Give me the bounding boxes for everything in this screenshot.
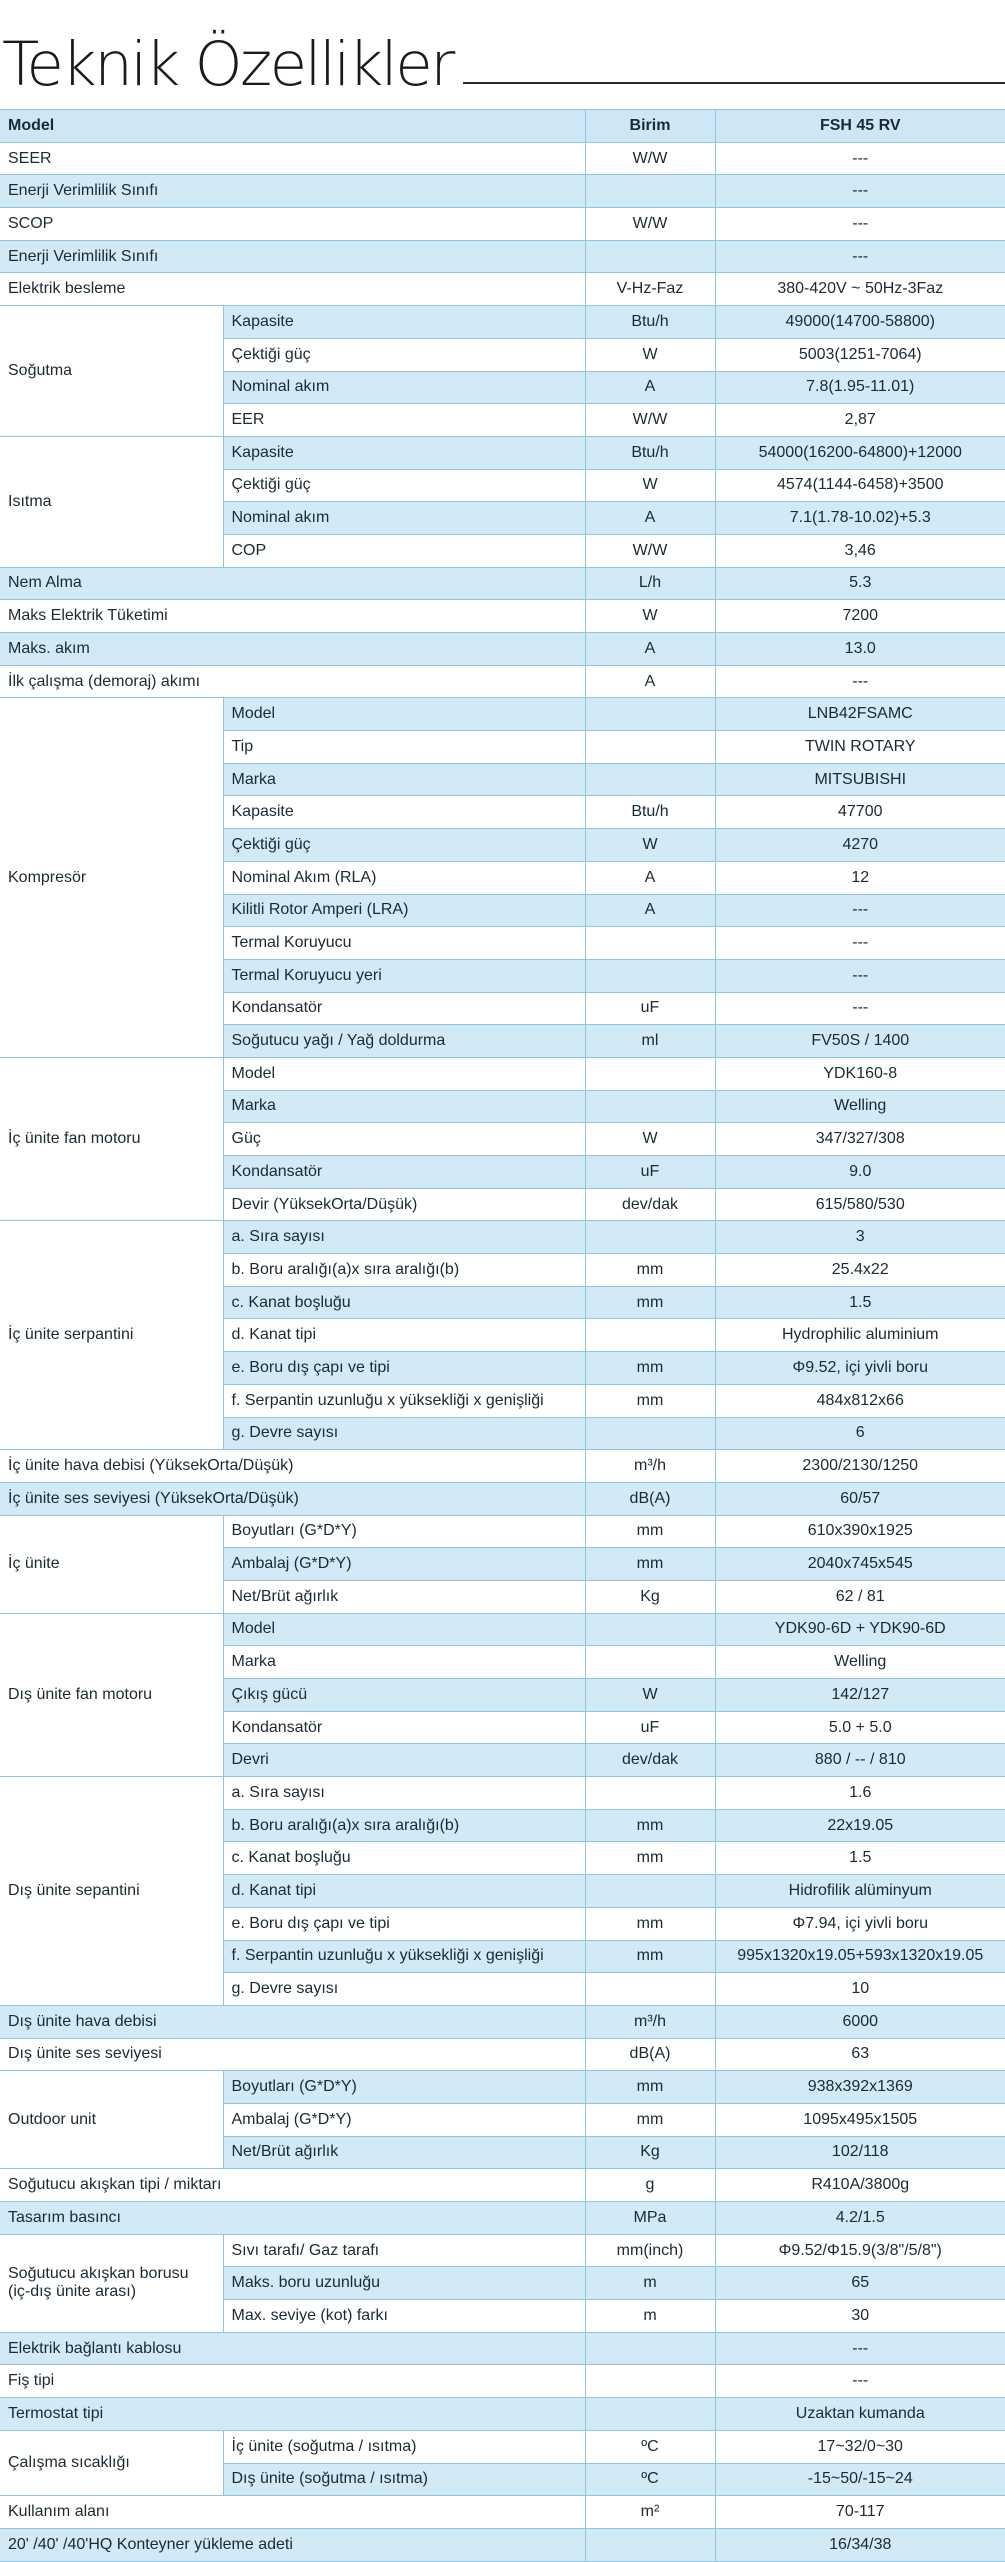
- row-sub-label: Net/Brüt ağırlık: [223, 2136, 585, 2169]
- row-sub-label: Marka: [223, 1646, 585, 1679]
- table-row: [0, 1613, 1005, 1646]
- row-unit: mm: [585, 1907, 715, 1940]
- table-row: [0, 208, 1005, 241]
- row-value: R410A/3800g: [715, 2169, 1005, 2202]
- row-sub-label: Kilitli Rotor Amperi (LRA): [223, 894, 585, 927]
- row-unit: W: [585, 829, 715, 862]
- row-sub-label: a. Sıra sayısı: [223, 1777, 585, 1810]
- row-group-label: Soğutma: [0, 306, 223, 437]
- row-value: Welling: [715, 1090, 1005, 1123]
- row-sub-label: g. Devre sayısı: [223, 1973, 585, 2006]
- row-value: 2300/2130/1250: [715, 1450, 1005, 1483]
- row-value: ---: [715, 894, 1005, 927]
- row-unit: dB(A): [585, 1482, 715, 1515]
- row-sub-label: Marka: [223, 1090, 585, 1123]
- row-unit: [585, 698, 715, 731]
- row-value: ---: [715, 175, 1005, 208]
- row-value: ---: [715, 2365, 1005, 2398]
- row-value: 5003(1251-7064): [715, 338, 1005, 371]
- row-unit: A: [585, 861, 715, 894]
- row-value: 142/127: [715, 1679, 1005, 1712]
- row-label: 20' /40' /40'HQ Konteyner yükleme adeti: [0, 2528, 585, 2561]
- row-sub-label: Soğutucu yağı / Yağ doldurma: [223, 1025, 585, 1058]
- table-row: [0, 2430, 1005, 2463]
- row-unit: [585, 1973, 715, 2006]
- row-sub-label: Boyutları (G*D*Y): [223, 2071, 585, 2104]
- row-unit: ºC: [585, 2463, 715, 2496]
- header-product: FSH 45 RV: [715, 110, 1005, 143]
- table-row: [0, 142, 1005, 175]
- row-label: Maks Elektrik Tüketimi: [0, 600, 585, 633]
- row-unit: mm: [585, 1515, 715, 1548]
- table-row: [0, 273, 1005, 306]
- row-unit: mm: [585, 2071, 715, 2104]
- table-row: [0, 2365, 1005, 2398]
- row-unit: W/W: [585, 142, 715, 175]
- row-unit: A: [585, 633, 715, 666]
- row-unit: [585, 2528, 715, 2561]
- table-row: [0, 1482, 1005, 1515]
- row-value: 16/34/38: [715, 2528, 1005, 2561]
- row-sub-label: d. Kanat tipi: [223, 1319, 585, 1352]
- row-sub-label: e. Boru dış çapı ve tipi: [223, 1907, 585, 1940]
- row-sub-label: Kondansatör: [223, 1156, 585, 1189]
- row-unit: W/W: [585, 208, 715, 241]
- row-unit: [585, 1875, 715, 1908]
- row-value: 1.5: [715, 1842, 1005, 1875]
- row-sub-label: Çektiği güç: [223, 469, 585, 502]
- table-row: [0, 2234, 1005, 2267]
- row-value: 5.0 + 5.0: [715, 1711, 1005, 1744]
- table-row: [0, 1057, 1005, 1090]
- table-row: [0, 600, 1005, 633]
- row-sub-label: Kapasite: [223, 436, 585, 469]
- row-sub-label: Termal Koruyucu yeri: [223, 959, 585, 992]
- table-row: [0, 2332, 1005, 2365]
- row-unit: [585, 731, 715, 764]
- row-label: Dış ünite hava debisi: [0, 2005, 585, 2038]
- row-unit: [585, 959, 715, 992]
- row-unit: dev/dak: [585, 1188, 715, 1221]
- row-sub-label: Ambalaj (G*D*Y): [223, 1548, 585, 1581]
- row-unit: m²: [585, 2496, 715, 2529]
- row-value: 347/327/308: [715, 1123, 1005, 1156]
- row-unit: [585, 2398, 715, 2431]
- row-sub-label: Kapasite: [223, 306, 585, 339]
- row-value: 1095x495x1505: [715, 2103, 1005, 2136]
- row-unit: [585, 2365, 715, 2398]
- row-sub-label: Nominal akım: [223, 371, 585, 404]
- title-divider: [463, 82, 1005, 84]
- row-value: YDK90-6D + YDK90-6D: [715, 1613, 1005, 1646]
- row-value: 49000(14700-58800): [715, 306, 1005, 339]
- row-unit: [585, 1613, 715, 1646]
- row-value: 13.0: [715, 633, 1005, 666]
- header-unit: Birim: [585, 110, 715, 143]
- row-unit: dev/dak: [585, 1744, 715, 1777]
- row-value: Uzaktan kumanda: [715, 2398, 1005, 2431]
- table-row: [0, 240, 1005, 273]
- row-sub-label: Model: [223, 1057, 585, 1090]
- row-value: 5.3: [715, 567, 1005, 600]
- row-sub-label: COP: [223, 534, 585, 567]
- row-value: ---: [715, 2332, 1005, 2365]
- row-value: 6: [715, 1417, 1005, 1450]
- row-unit: W/W: [585, 534, 715, 567]
- row-value: FV50S / 1400: [715, 1025, 1005, 1058]
- row-value: 25.4x22: [715, 1254, 1005, 1287]
- row-value: Φ9.52/Φ15.9(3/8"/5/8"): [715, 2234, 1005, 2267]
- row-label: SCOP: [0, 208, 585, 241]
- row-value: 47700: [715, 796, 1005, 829]
- row-unit: m: [585, 2267, 715, 2300]
- row-unit: A: [585, 665, 715, 698]
- row-unit: mm(inch): [585, 2234, 715, 2267]
- row-value: TWIN ROTARY: [715, 731, 1005, 764]
- row-unit: W: [585, 1123, 715, 1156]
- row-unit: A: [585, 894, 715, 927]
- row-value: ---: [715, 665, 1005, 698]
- row-sub-label: Tip: [223, 731, 585, 764]
- row-unit: uF: [585, 1156, 715, 1189]
- row-unit: ºC: [585, 2430, 715, 2463]
- row-sub-label: a. Sıra sayısı: [223, 1221, 585, 1254]
- row-sub-label: Ambalaj (G*D*Y): [223, 2103, 585, 2136]
- row-sub-label: İç ünite (soğutma / ısıtma): [223, 2430, 585, 2463]
- row-value: 7200: [715, 600, 1005, 633]
- row-unit: mm: [585, 2103, 715, 2136]
- row-unit: mm: [585, 1286, 715, 1319]
- row-group-label: Dış ünite sepantini: [0, 1777, 223, 2006]
- row-sub-label: g. Devre sayısı: [223, 1417, 585, 1450]
- row-unit: W: [585, 469, 715, 502]
- row-unit: [585, 1090, 715, 1123]
- row-value: 102/118: [715, 2136, 1005, 2169]
- row-unit: [585, 175, 715, 208]
- title-row: [0, 0, 1005, 110]
- row-unit: mm: [585, 1352, 715, 1385]
- row-unit: [585, 1646, 715, 1679]
- row-unit: mm: [585, 1842, 715, 1875]
- row-sub-label: Model: [223, 1613, 585, 1646]
- row-value: 880 / -- / 810: [715, 1744, 1005, 1777]
- table-row: [0, 2038, 1005, 2071]
- row-label: Enerji Verimlilik Sınıfı: [0, 240, 585, 273]
- row-value: ---: [715, 142, 1005, 175]
- row-group-label: İç ünite serpantini: [0, 1221, 223, 1450]
- row-label: İç ünite hava debisi (YüksekOrta/Düşük): [0, 1450, 585, 1483]
- row-sub-label: Çektiği güç: [223, 338, 585, 371]
- row-unit: W: [585, 1679, 715, 1712]
- row-sub-label: f. Serpantin uzunluğu x yüksekliği x genişliği: [223, 1384, 585, 1417]
- row-unit: mm: [585, 1548, 715, 1581]
- row-value: ---: [715, 959, 1005, 992]
- row-value: ---: [715, 240, 1005, 273]
- row-unit: mm: [585, 1809, 715, 1842]
- row-sub-label: Kondansatör: [223, 1711, 585, 1744]
- page-title: Teknik Özellikler: [2, 29, 453, 100]
- table-row: [0, 567, 1005, 600]
- row-group-label: İç ünite: [0, 1515, 223, 1613]
- table-row: [0, 1777, 1005, 1810]
- row-label: Dış ünite ses seviyesi: [0, 2038, 585, 2071]
- row-unit: Btu/h: [585, 306, 715, 339]
- row-group-label: Isıtma: [0, 436, 223, 567]
- row-sub-label: Maks. boru uzunluğu: [223, 2267, 585, 2300]
- row-value: 60/57: [715, 1482, 1005, 1515]
- row-value: 4.2/1.5: [715, 2202, 1005, 2235]
- row-value: ---: [715, 927, 1005, 960]
- row-unit: [585, 1319, 715, 1352]
- row-group-label: Çalışma sıcaklığı: [0, 2430, 223, 2495]
- row-value: 2,87: [715, 404, 1005, 437]
- row-value: 65: [715, 2267, 1005, 2300]
- row-unit: [585, 2332, 715, 2365]
- row-value: 17~32/0~30: [715, 2430, 1005, 2463]
- row-value: 610x390x1925: [715, 1515, 1005, 1548]
- row-unit: mm: [585, 1254, 715, 1287]
- row-label: Maks. akım: [0, 633, 585, 666]
- table-row: [0, 2071, 1005, 2104]
- row-unit: uF: [585, 992, 715, 1025]
- table-header-row: [0, 110, 1005, 143]
- row-unit: mm: [585, 1940, 715, 1973]
- row-value: 380-420V ~ 50Hz-3Faz: [715, 273, 1005, 306]
- row-unit: L/h: [585, 567, 715, 600]
- table-row: [0, 1450, 1005, 1483]
- row-value: 1.5: [715, 1286, 1005, 1319]
- row-value: 615/580/530: [715, 1188, 1005, 1221]
- row-sub-label: c. Kanat boşluğu: [223, 1842, 585, 1875]
- row-label: İlk çalışma (demoraj) akımı: [0, 665, 585, 698]
- row-sub-label: b. Boru aralığı(a)x sıra aralığı(b): [223, 1809, 585, 1842]
- row-unit: g: [585, 2169, 715, 2202]
- row-sub-label: Nominal Akım (RLA): [223, 861, 585, 894]
- row-sub-label: e. Boru dış çapı ve tipi: [223, 1352, 585, 1385]
- row-sub-label: Devri: [223, 1744, 585, 1777]
- row-unit: m³/h: [585, 1450, 715, 1483]
- row-sub-label: d. Kanat tipi: [223, 1875, 585, 1908]
- row-unit: [585, 240, 715, 273]
- row-sub-label: Kapasite: [223, 796, 585, 829]
- row-unit: Kg: [585, 2136, 715, 2169]
- row-unit: m³/h: [585, 2005, 715, 2038]
- row-sub-label: Çektiği güç: [223, 829, 585, 862]
- row-unit: MPa: [585, 2202, 715, 2235]
- row-value: ---: [715, 208, 1005, 241]
- row-value: -15~50/-15~24: [715, 2463, 1005, 2496]
- row-group-label: Outdoor unit: [0, 2071, 223, 2169]
- row-label: Kullanım alanı: [0, 2496, 585, 2529]
- row-value: 3: [715, 1221, 1005, 1254]
- row-value: 30: [715, 2300, 1005, 2333]
- row-unit: Btu/h: [585, 436, 715, 469]
- row-unit: A: [585, 502, 715, 535]
- row-value: Welling: [715, 1646, 1005, 1679]
- row-unit: [585, 927, 715, 960]
- row-sub-label: Sıvı tarafı/ Gaz tarafı: [223, 2234, 585, 2267]
- row-unit: [585, 1221, 715, 1254]
- row-label: Elektrik besleme: [0, 273, 585, 306]
- row-value: 484x812x66: [715, 1384, 1005, 1417]
- row-unit: A: [585, 371, 715, 404]
- table-row: [0, 306, 1005, 339]
- row-value: Φ7.94, içi yivli boru: [715, 1907, 1005, 1940]
- row-unit: m: [585, 2300, 715, 2333]
- row-sub-label: Termal Koruyucu: [223, 927, 585, 960]
- table-row: [0, 698, 1005, 731]
- row-value: 70-117: [715, 2496, 1005, 2529]
- row-unit: W: [585, 600, 715, 633]
- row-value: 7.8(1.95-11.01): [715, 371, 1005, 404]
- row-value: 3,46: [715, 534, 1005, 567]
- row-value: 2040x745x545: [715, 1548, 1005, 1581]
- row-unit: dB(A): [585, 2038, 715, 2071]
- row-label: İç ünite ses seviyesi (YüksekOrta/Düşük): [0, 1482, 585, 1515]
- row-unit: W: [585, 338, 715, 371]
- row-sub-label: EER: [223, 404, 585, 437]
- table-row: [0, 633, 1005, 666]
- row-sub-label: Devir (YüksekOrta/Düşük): [223, 1188, 585, 1221]
- row-value: MITSUBISHI: [715, 763, 1005, 796]
- row-sub-label: Boyutları (G*D*Y): [223, 1515, 585, 1548]
- row-sub-label: Net/Brüt ağırlık: [223, 1580, 585, 1613]
- row-value: 62 / 81: [715, 1580, 1005, 1613]
- row-group-label: İç ünite fan motoru: [0, 1057, 223, 1220]
- row-unit: [585, 1417, 715, 1450]
- row-sub-label: Nominal akım: [223, 502, 585, 535]
- row-group-label: Soğutucu akışkan borusu (iç-dış ünite arası): [0, 2234, 223, 2332]
- row-value: 938x392x1369: [715, 2071, 1005, 2104]
- row-value: Hydrophilic aluminium: [715, 1319, 1005, 1352]
- row-unit: Kg: [585, 1580, 715, 1613]
- row-value: 6000: [715, 2005, 1005, 2038]
- row-sub-label: Marka: [223, 763, 585, 796]
- row-sub-label: Model: [223, 698, 585, 731]
- row-unit: uF: [585, 1711, 715, 1744]
- row-unit: V-Hz-Faz: [585, 273, 715, 306]
- table-row: [0, 175, 1005, 208]
- row-label: Soğutucu akışkan tipi / miktarı: [0, 2169, 585, 2202]
- row-value: 4574(1144-6458)+3500: [715, 469, 1005, 502]
- row-sub-label: c. Kanat boşluğu: [223, 1286, 585, 1319]
- table-row: [0, 2496, 1005, 2529]
- row-unit: mm: [585, 1384, 715, 1417]
- row-group-label: Kompresör: [0, 698, 223, 1058]
- row-sub-label: f. Serpantin uzunluğu x yüksekliği x genişliği: [223, 1940, 585, 1973]
- row-value: 10: [715, 1973, 1005, 2006]
- table-row: [0, 2202, 1005, 2235]
- header-model: Model: [0, 110, 585, 143]
- row-value: 22x19.05: [715, 1809, 1005, 1842]
- spec-table-body: [0, 110, 1005, 2562]
- row-value: Hidrofilik alüminyum: [715, 1875, 1005, 1908]
- row-value: 7.1(1.78-10.02)+5.3: [715, 502, 1005, 535]
- table-row: [0, 2169, 1005, 2202]
- row-value: ---: [715, 992, 1005, 1025]
- row-value: YDK160-8: [715, 1057, 1005, 1090]
- row-value: 63: [715, 2038, 1005, 2071]
- row-label: Nem Alma: [0, 567, 585, 600]
- row-label: Elektrik bağlantı kablosu: [0, 2332, 585, 2365]
- spec-table: [0, 109, 1005, 2562]
- row-value: 995x1320x19.05+593x1320x19.05: [715, 1940, 1005, 1973]
- row-group-label: Dış ünite fan motoru: [0, 1613, 223, 1776]
- row-value: 54000(16200-64800)+12000: [715, 436, 1005, 469]
- table-row: [0, 436, 1005, 469]
- table-row: [0, 1515, 1005, 1548]
- table-row: [0, 2005, 1005, 2038]
- row-unit: [585, 1057, 715, 1090]
- row-value: 4270: [715, 829, 1005, 862]
- row-label: Fiş tipi: [0, 2365, 585, 2398]
- table-row: [0, 1221, 1005, 1254]
- row-value: Φ9.52, içi yivli boru: [715, 1352, 1005, 1385]
- table-row: [0, 665, 1005, 698]
- row-value: 12: [715, 861, 1005, 894]
- row-unit: [585, 763, 715, 796]
- table-row: [0, 2398, 1005, 2431]
- row-sub-label: Çıkış gücü: [223, 1679, 585, 1712]
- row-label: SEER: [0, 142, 585, 175]
- row-label: Enerji Verimlilik Sınıfı: [0, 175, 585, 208]
- row-label: Termostat tipi: [0, 2398, 585, 2431]
- row-unit: ml: [585, 1025, 715, 1058]
- row-sub-label: Güç: [223, 1123, 585, 1156]
- row-value: LNB42FSAMC: [715, 698, 1005, 731]
- row-unit: Btu/h: [585, 796, 715, 829]
- row-sub-label: Kondansatör: [223, 992, 585, 1025]
- row-unit: [585, 1777, 715, 1810]
- row-sub-label: Max. seviye (kot) farkı: [223, 2300, 585, 2333]
- row-unit: W/W: [585, 404, 715, 437]
- row-label: Tasarım basıncı: [0, 2202, 585, 2235]
- row-value: 9.0: [715, 1156, 1005, 1189]
- row-sub-label: Dış ünite (soğutma / ısıtma): [223, 2463, 585, 2496]
- row-value: 1.6: [715, 1777, 1005, 1810]
- table-row: [0, 2528, 1005, 2561]
- row-sub-label: b. Boru aralığı(a)x sıra aralığı(b): [223, 1254, 585, 1287]
